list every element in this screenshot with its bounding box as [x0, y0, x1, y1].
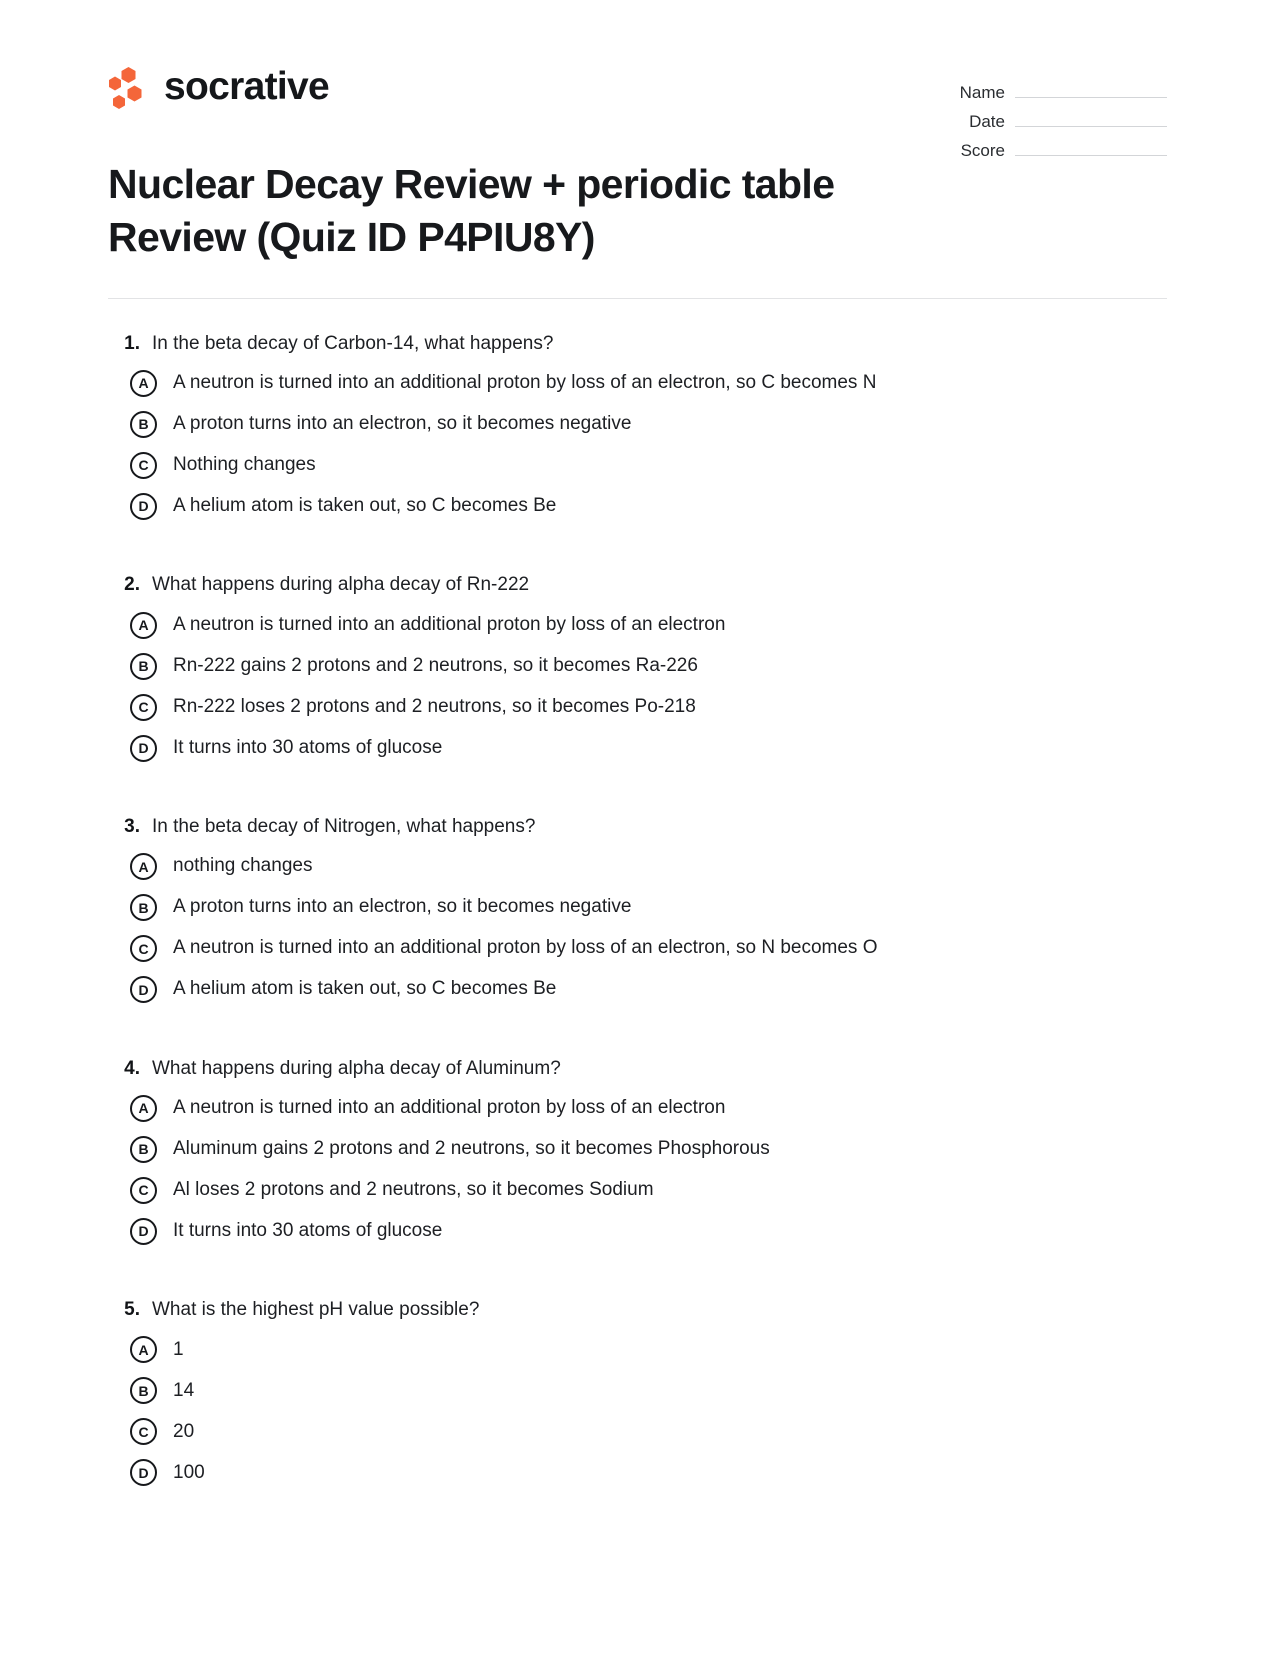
option-list — [108, 1094, 1167, 1245]
option-bubble-b[interactable]: B — [130, 1136, 157, 1163]
question-text: What happens during alpha decay of Rn-222 — [152, 574, 530, 596]
option-bubble-d[interactable]: D — [130, 1459, 157, 1486]
option-text: A proton turns into an electron, so it becomes negative — [173, 413, 632, 435]
option-bubble-c[interactable]: C — [130, 694, 157, 721]
question-text: What is the highest pH value possible? — [152, 1299, 480, 1321]
date-field-row — [927, 107, 1167, 136]
page-header — [0, 0, 1275, 264]
option-row[interactable] — [108, 1094, 1167, 1122]
option-row[interactable] — [108, 976, 1167, 1004]
option-bubble-b[interactable]: B — [130, 653, 157, 680]
question-number: 2. — [124, 574, 140, 596]
option-row[interactable] — [108, 492, 1167, 520]
option-row[interactable] — [108, 1217, 1167, 1245]
question-item — [108, 1297, 1167, 1487]
option-row[interactable] — [108, 693, 1167, 721]
name-input-line[interactable] — [1015, 78, 1167, 98]
brand-and-title-block — [108, 60, 868, 264]
option-text: It turns into 30 atoms of glucose — [173, 736, 443, 758]
question-heading — [108, 1297, 1167, 1323]
option-text: A neutron is turned into an additional proton by loss of an electron — [173, 1096, 726, 1118]
option-bubble-a[interactable]: A — [130, 1095, 157, 1122]
option-row[interactable] — [108, 853, 1167, 881]
option-bubble-b[interactable]: B — [130, 1377, 157, 1404]
page-title: Nuclear Decay Review + periodic table Review (Quiz ID P4PIU8Y) — [108, 161, 835, 260]
option-text: A neutron is turned into an additional proton by loss of an electron — [173, 613, 726, 635]
date-label: Date — [969, 112, 1005, 131]
question-heading — [108, 814, 1167, 840]
option-text: 100 — [173, 1461, 205, 1483]
question-list — [0, 299, 1275, 1487]
option-bubble-d[interactable]: D — [130, 976, 157, 1003]
option-bubble-d[interactable]: D — [130, 1218, 157, 1245]
score-input-line[interactable] — [1015, 136, 1167, 156]
question-text: What happens during alpha decay of Aluminum? — [152, 1057, 561, 1079]
option-text: Rn-222 gains 2 protons and 2 neutrons, so it becomes Ra-226 — [173, 654, 698, 676]
score-label: Score — [960, 141, 1005, 160]
question-number: 4. — [124, 1057, 140, 1079]
question-heading — [108, 572, 1167, 598]
option-list — [108, 369, 1167, 520]
option-row[interactable] — [108, 935, 1167, 963]
option-bubble-a[interactable]: A — [130, 370, 157, 397]
option-text: A helium atom is taken out, so C becomes Be — [173, 495, 557, 517]
option-list — [108, 853, 1167, 1004]
question-heading — [108, 1056, 1167, 1082]
socrative-hexagon-logo-icon — [108, 66, 150, 110]
score-field-row — [927, 136, 1167, 165]
question-text: In the beta decay of Carbon-14, what happens? — [152, 332, 554, 354]
option-bubble-c[interactable]: C — [130, 935, 157, 962]
option-bubble-c[interactable]: C — [130, 1177, 157, 1204]
option-bubble-a[interactable]: A — [130, 1336, 157, 1363]
option-row[interactable] — [108, 1459, 1167, 1487]
option-text: Al loses 2 protons and 2 neutrons, so it becomes Sodium — [173, 1178, 654, 1200]
option-list — [108, 611, 1167, 762]
question-number: 1. — [124, 332, 140, 354]
option-row[interactable] — [108, 1418, 1167, 1446]
name-field-row — [927, 78, 1167, 107]
option-text: 1 — [173, 1338, 184, 1360]
option-text: Nothing changes — [173, 454, 316, 476]
option-text: A helium atom is taken out, so C becomes Be — [173, 978, 557, 1000]
option-text: It turns into 30 atoms of glucose — [173, 1219, 443, 1241]
option-bubble-b[interactable]: B — [130, 411, 157, 438]
question-item — [108, 331, 1167, 521]
question-text: In the beta decay of Nitrogen, what happens? — [152, 816, 536, 838]
option-text: 14 — [173, 1379, 195, 1401]
option-text: nothing changes — [173, 855, 313, 877]
option-row[interactable] — [108, 1176, 1167, 1204]
question-item — [108, 572, 1167, 762]
option-row[interactable] — [108, 1336, 1167, 1364]
option-bubble-a[interactable]: A — [130, 612, 157, 639]
option-text: 20 — [173, 1420, 195, 1442]
question-number: 3. — [124, 816, 140, 838]
option-bubble-c[interactable]: C — [130, 452, 157, 479]
option-row[interactable] — [108, 410, 1167, 438]
option-row[interactable] — [108, 734, 1167, 762]
option-bubble-d[interactable]: D — [130, 735, 157, 762]
brand-wordmark: socrative — [164, 65, 329, 108]
option-row[interactable] — [108, 652, 1167, 680]
option-row[interactable] — [108, 1377, 1167, 1405]
option-text: A proton turns into an electron, so it becomes negative — [173, 896, 632, 918]
option-row[interactable] — [108, 369, 1167, 397]
option-bubble-c[interactable]: C — [130, 1418, 157, 1445]
option-list — [108, 1336, 1167, 1487]
option-row[interactable] — [108, 894, 1167, 922]
question-item — [108, 1056, 1167, 1246]
option-bubble-d[interactable]: D — [130, 493, 157, 520]
option-text: Rn-222 loses 2 protons and 2 neutrons, so it becomes Po-218 — [173, 695, 696, 717]
option-row[interactable] — [108, 1135, 1167, 1163]
option-text: Aluminum gains 2 protons and 2 neutrons, so it becomes Phosphorous — [173, 1137, 770, 1159]
option-bubble-a[interactable]: A — [130, 853, 157, 880]
name-label: Name — [959, 83, 1005, 102]
date-input-line[interactable] — [1015, 107, 1167, 127]
option-text: A neutron is turned into an additional proton by loss of an electron, so N becomes O — [173, 937, 878, 959]
question-heading — [108, 331, 1167, 357]
brand-logo — [108, 60, 868, 116]
option-row[interactable] — [108, 451, 1167, 479]
option-text: A neutron is turned into an additional proton by loss of an electron, so C becomes N — [173, 372, 877, 394]
question-item — [108, 814, 1167, 1004]
student-info-fields — [927, 60, 1167, 165]
question-number: 5. — [124, 1299, 140, 1321]
option-row[interactable] — [108, 611, 1167, 639]
option-bubble-b[interactable]: B — [130, 894, 157, 921]
